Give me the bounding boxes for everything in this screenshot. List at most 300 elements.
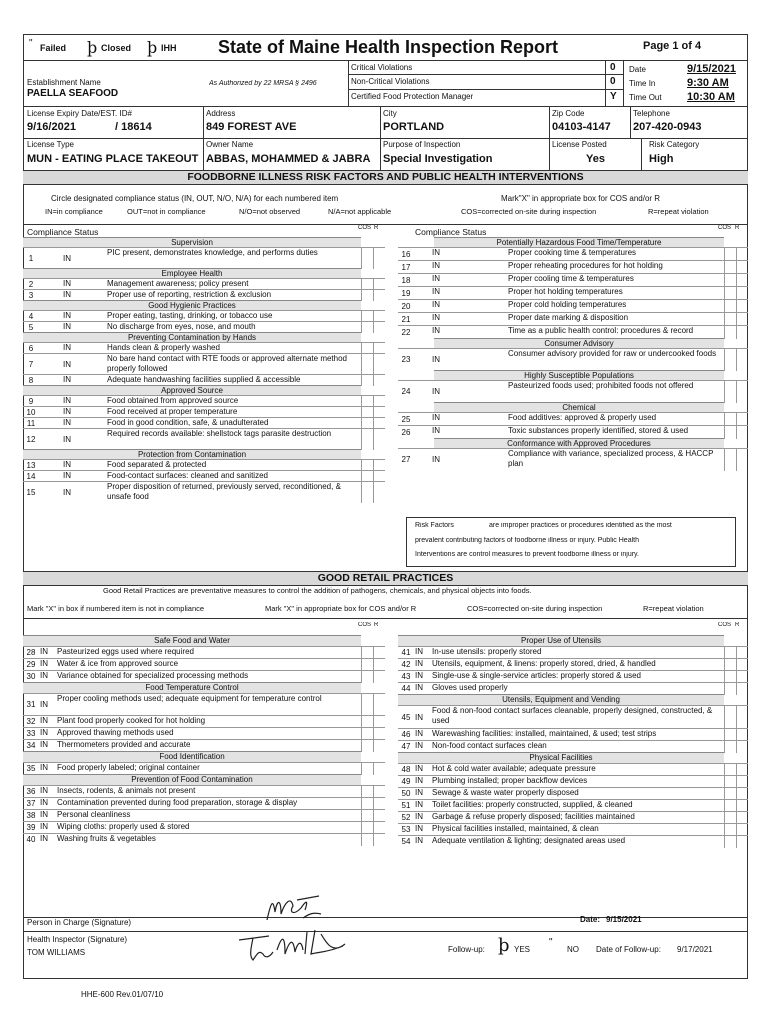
item-description: Consumer advisory provided for raw or undercooked foods: [508, 349, 717, 358]
repeat-checkbox[interactable]: [736, 683, 747, 695]
item-number: 11: [26, 418, 36, 428]
checklist-item: [23, 646, 385, 658]
repeat-checkbox[interactable]: [736, 426, 747, 439]
checklist-item: [398, 787, 748, 799]
followup-label: Follow-up:: [448, 945, 485, 954]
compliance-status[interactable]: IN: [63, 487, 71, 497]
license-expiry-value: 9/16/2021: [27, 121, 76, 133]
r-header-left: R: [374, 225, 379, 231]
compliance-status[interactable]: IN: [63, 322, 71, 331]
foodborne-section-title: FOODBORNE ILLNESS RISK FACTORS AND PUBLIC HEALTH INTERVENTIONS: [23, 170, 748, 185]
purpose-value: Special Investigation: [383, 153, 493, 165]
compliance-status[interactable]: IN: [415, 776, 423, 785]
repeat-checkbox[interactable]: [373, 763, 384, 775]
item-number: 12: [26, 434, 36, 444]
checklist-item: [398, 811, 748, 823]
repeat-checkbox[interactable]: [736, 381, 747, 403]
checklist-item: [398, 646, 748, 658]
item-number: 49: [401, 777, 411, 786]
closed-label: Closed: [101, 43, 132, 53]
item-number: 31: [26, 700, 36, 709]
item-number: 40: [26, 835, 36, 844]
repeat-checkbox[interactable]: [736, 836, 747, 848]
item-description: Hot & cold water available; adequate pressure: [432, 764, 596, 773]
item-number: 44: [401, 684, 411, 693]
checklist-item: [23, 785, 385, 797]
signature-date-label: Date:: [580, 915, 601, 924]
compliance-status[interactable]: IN: [40, 659, 48, 668]
item-description: Approved thawing methods used: [57, 728, 174, 737]
item-description: Hands clean & properly washed: [107, 343, 220, 352]
item-number: 35: [26, 764, 36, 773]
repeat-checkbox[interactable]: [373, 671, 384, 683]
compliance-status[interactable]: IN: [415, 659, 423, 668]
cos-checkbox[interactable]: [724, 706, 735, 729]
closed-checkbox-icon[interactable]: þ: [87, 38, 98, 57]
failed-mark: ": [29, 38, 33, 49]
checklist-item: [23, 247, 385, 268]
ihh-label: IHH: [161, 43, 177, 53]
category-heading: Proper Use of Utensils: [398, 635, 724, 646]
checklist-item: [23, 428, 385, 449]
compliance-status[interactable]: IN: [40, 810, 48, 819]
compliance-status[interactable]: IN: [40, 700, 48, 709]
compliance-status[interactable]: IN: [432, 248, 440, 257]
item-number: 3: [28, 290, 34, 300]
checklist-item: [398, 740, 748, 752]
compliance-status[interactable]: IN: [415, 836, 423, 845]
item-description: Variance obtained for specialized processing methods: [57, 671, 249, 680]
item-description: Contamination prevented during food preparation, storage & display: [57, 798, 298, 807]
item-number: 45: [401, 712, 411, 722]
item-number: 19: [401, 288, 411, 298]
legend-no: N/O=not observed: [239, 207, 301, 216]
checklist-item: [23, 395, 385, 406]
ihh-checkbox-icon[interactable]: þ: [147, 38, 158, 57]
compliance-status[interactable]: IN: [63, 311, 71, 320]
item-description: Gloves used properly: [432, 683, 508, 692]
compliance-status[interactable]: IN: [415, 712, 423, 722]
inspector-signature-label: Health Inspector (Signature): [27, 935, 128, 944]
repeat-checkbox[interactable]: [736, 741, 747, 753]
item-description: PIC present, demonstrates knowledge, and performs duties: [107, 248, 318, 257]
item-number: 46: [401, 730, 411, 739]
report-title: State of Maine Health Inspection Report: [218, 37, 559, 57]
item-number: 36: [26, 787, 36, 796]
checklist-item: [398, 380, 748, 402]
cos-checkbox[interactable]: [724, 449, 735, 471]
compliance-status[interactable]: IN: [432, 355, 440, 364]
item-number: 28: [26, 648, 36, 657]
retail-subtitle: Good Retail Practices are preventative measures to control the addition of pathogens, chemicals, and physical objects into foods.: [103, 586, 532, 595]
item-number: 52: [401, 813, 411, 822]
item-number: 2: [28, 279, 34, 289]
legend-na: N/A=not applicable: [328, 207, 392, 216]
cos-checkbox[interactable]: [361, 354, 372, 375]
category-heading: Potentially Hazardous Food Time/Temperature: [434, 237, 724, 247]
item-description: Thermometers provided and accurate: [57, 740, 191, 749]
item-description: Toxic substances properly identified, stored & used: [508, 426, 689, 435]
item-number: 39: [26, 823, 36, 832]
item-description: Pasteurized foods used; prohibited foods not offered: [508, 381, 694, 390]
item-number: 53: [401, 825, 411, 834]
item-description: Food received at proper temperature: [107, 407, 238, 416]
compliance-status[interactable]: IN: [415, 741, 423, 750]
compliance-status[interactable]: IN: [432, 300, 440, 309]
item-number: 7: [28, 359, 34, 369]
checklist-item: [398, 247, 748, 260]
cfpm-value: Y: [610, 91, 617, 102]
followup-date-label: Date of Follow-up:: [596, 945, 661, 954]
repeat-checkbox[interactable]: [373, 290, 384, 301]
time-in-label: Time In: [629, 79, 656, 88]
category-heading: Highly Susceptible Populations: [434, 370, 724, 380]
item-description: No discharge from eyes, nose, and mouth: [107, 322, 256, 331]
cos-checkbox[interactable]: [724, 426, 735, 439]
item-number: 24: [401, 387, 411, 396]
cos-checkbox[interactable]: [361, 375, 372, 386]
item-description: Compliance with variance, specialized process, & HACCP plan: [508, 449, 714, 468]
item-number: 21: [401, 314, 411, 324]
category-heading: Physical Facilities: [398, 752, 724, 763]
item-description: Proper use of reporting, restriction & exclusion: [107, 290, 272, 299]
cos-checkbox[interactable]: [361, 482, 372, 503]
cos-checkbox[interactable]: [361, 322, 372, 333]
followup-yes-label: YES: [514, 945, 531, 954]
compliance-status[interactable]: IN: [40, 786, 48, 795]
compliance-status[interactable]: IN: [63, 359, 71, 369]
compliance-status[interactable]: IN: [40, 728, 48, 737]
pic-signature-label: Person in Charge (Signature): [27, 918, 132, 927]
checklist-item: [23, 809, 385, 821]
checklist-item: [398, 348, 748, 370]
compliance-status[interactable]: IN: [432, 455, 440, 464]
item-number: 6: [28, 343, 34, 353]
category-heading: Chemical: [434, 402, 724, 412]
checklist-item: [398, 823, 748, 835]
checklist-item: [23, 481, 385, 502]
owner-value: ABBAS, MOHAMMED & JABRA: [206, 153, 371, 165]
compliance-status[interactable]: IN: [432, 261, 440, 270]
page-indicator: Page 1 of 4: [643, 40, 702, 52]
license-type-label: License Type: [27, 140, 74, 149]
retail-r-header-left: R: [374, 622, 379, 628]
failed-label: Failed: [40, 43, 67, 53]
category-heading: Preventing Contamination by Hands: [23, 332, 361, 342]
item-number: 8: [28, 375, 34, 385]
item-description: Food obtained from approved source: [107, 396, 239, 405]
inspector-name: TOM WILLIAMS: [27, 948, 86, 957]
item-description: Proper cooling methods used; adequate equipment for temperature control: [57, 694, 322, 703]
compliance-status[interactable]: IN: [63, 471, 71, 480]
noncritical-violations-value: 0: [610, 76, 616, 87]
compliance-status[interactable]: IN: [63, 279, 71, 288]
retail-r-header-right: R: [735, 622, 740, 628]
critical-violations-label: Critical Violations: [351, 63, 413, 72]
compliance-status[interactable]: IN: [40, 822, 48, 831]
compliance-status-right: Compliance Status: [415, 227, 487, 237]
checklist-item: [398, 799, 748, 811]
telephone-label: Telephone: [633, 109, 670, 118]
legend-out: OUT=not in compliance: [127, 207, 206, 216]
cos-checkbox[interactable]: [361, 429, 372, 450]
item-number: 54: [401, 837, 411, 846]
compliance-status[interactable]: IN: [415, 647, 423, 656]
followup-no-mark[interactable]: ": [549, 937, 553, 948]
item-description: Personal cleanliness: [57, 810, 131, 819]
compliance-status[interactable]: IN: [63, 343, 71, 352]
compliance-status[interactable]: IN: [40, 763, 48, 772]
cos-header-left: COS: [358, 225, 372, 231]
item-description: Non-food contact surfaces clean: [432, 741, 547, 750]
cos-checkbox[interactable]: [724, 741, 735, 753]
checklist-item: [23, 693, 385, 715]
category-heading: Safe Food and Water: [23, 635, 361, 646]
checklist-item: [23, 470, 385, 481]
compliance-status[interactable]: IN: [40, 834, 48, 843]
category-heading: Protection from Contamination: [23, 449, 361, 459]
item-description: Insects, rodents, & animals not present: [57, 786, 196, 795]
cos-checkbox[interactable]: [361, 694, 372, 716]
legend-in: IN=in compliance: [45, 207, 103, 216]
item-number: 42: [401, 660, 411, 669]
checklist-item: [23, 739, 385, 751]
compliance-status[interactable]: IN: [63, 375, 71, 384]
item-description: Proper cooking time & temperatures: [508, 248, 637, 257]
checklist-item: [398, 763, 748, 775]
repeat-checkbox[interactable]: [373, 248, 384, 269]
compliance-status[interactable]: IN: [415, 800, 423, 809]
item-description: Food properly labeled; original container: [57, 763, 200, 772]
checklist-item: [398, 286, 748, 299]
repeat-checkbox[interactable]: [736, 349, 747, 371]
compliance-status[interactable]: IN: [40, 716, 48, 725]
followup-no-label: NO: [567, 945, 579, 954]
purpose-label: Purpose of Inspection: [383, 140, 461, 149]
pic-signature-image: [263, 892, 333, 926]
item-description: Physical facilities installed, maintained, & clean: [432, 824, 599, 833]
compliance-status[interactable]: IN: [40, 671, 48, 680]
item-description: Proper reheating procedures for hot holding: [508, 261, 663, 270]
repeat-checkbox[interactable]: [373, 354, 384, 375]
item-number: 23: [401, 355, 411, 364]
repeat-checkbox[interactable]: [736, 326, 747, 339]
item-description: Adequate handwashing facilities supplied & accessible: [107, 375, 301, 384]
compliance-status[interactable]: IN: [432, 287, 440, 296]
checklist-item: [398, 299, 748, 312]
item-number: 51: [401, 801, 411, 810]
repeat-checkbox[interactable]: [373, 834, 384, 846]
item-description: In-use utensils: properly stored: [432, 647, 542, 656]
cos-checkbox[interactable]: [361, 834, 372, 846]
item-number: 20: [401, 301, 411, 311]
inspection-report-page: [23, 34, 748, 1004]
item-number: 1: [28, 253, 34, 263]
checklist-item: [23, 289, 385, 300]
followup-date-value: 9/17/2021: [677, 945, 713, 954]
repeat-checkbox[interactable]: [373, 740, 384, 752]
cos-checkbox[interactable]: [361, 763, 372, 775]
checklist-item: [23, 715, 385, 727]
category-heading: Food Identification: [23, 751, 361, 762]
signature-date-value: 9/15/2021: [606, 915, 642, 924]
license-type-value: MUN - EATING PLACE TAKEOUT: [27, 153, 199, 165]
date-label: Date: [629, 65, 646, 74]
risk-factors-note: [406, 517, 736, 567]
item-number: 29: [26, 660, 36, 669]
compliance-status[interactable]: IN: [63, 460, 71, 469]
item-description: Proper disposition of returned, previously served, reconditioned, & unsafe food: [107, 482, 341, 501]
item-number: 30: [26, 672, 36, 681]
cos-checkbox[interactable]: [724, 836, 735, 848]
checklist-item: [398, 835, 748, 847]
compliance-status[interactable]: IN: [63, 396, 71, 405]
item-number: 18: [401, 275, 411, 285]
compliance-status[interactable]: IN: [415, 671, 423, 680]
item-number: 17: [401, 262, 411, 272]
foodborne-instruction-left: Circle designated compliance status (IN, OUT, N/O, N/A) for each numbered item: [51, 194, 339, 203]
compliance-status[interactable]: IN: [432, 387, 440, 396]
compliance-status[interactable]: IN: [40, 647, 48, 656]
repeat-checkbox[interactable]: [736, 449, 747, 471]
telephone-value: 207-420-0943: [633, 121, 702, 133]
item-number: 50: [401, 789, 411, 798]
repeat-checkbox[interactable]: [736, 706, 747, 729]
zip-value: 04103-4147: [552, 121, 611, 133]
authority-note: As Authorized by 22 MRSA § 2496: [209, 80, 317, 87]
item-description: Garbage & refuse properly disposed; facilities maintained: [432, 812, 635, 821]
noncritical-violations-label: Non-Critical Violations: [351, 77, 430, 86]
compliance-status[interactable]: IN: [63, 253, 71, 263]
compliance-status[interactable]: IN: [432, 426, 440, 435]
item-description: Plumbing installed; proper backflow devices: [432, 776, 588, 785]
cos-checkbox[interactable]: [361, 671, 372, 683]
item-number: 27: [401, 455, 411, 464]
repeat-checkbox[interactable]: [373, 322, 384, 333]
item-number: 15: [26, 487, 36, 497]
address-value: 849 FOREST AVE: [206, 121, 297, 133]
risk-note-line-3: Interventions are control measures to prevent foodborne illness or injury.: [415, 551, 639, 558]
r-header-right: R: [735, 225, 740, 231]
category-heading: Good Hygienic Practices: [23, 300, 361, 310]
risk-category-label: Risk Category: [649, 140, 700, 149]
compliance-status[interactable]: IN: [415, 812, 423, 821]
retail-instruction-right: Mark "X" in appropriate box for COS and/or R: [265, 604, 417, 613]
item-description: Wiping cloths: properly used & stored: [57, 822, 190, 831]
establishment-name-label: Establishment Name: [27, 78, 101, 87]
checklist-item: [398, 705, 748, 728]
cos-checkbox[interactable]: [724, 381, 735, 403]
compliance-status[interactable]: IN: [415, 683, 423, 692]
compliance-status[interactable]: IN: [63, 418, 71, 427]
foodborne-instruction-right: Mark"X" in appropriate box for COS and/or R: [501, 194, 661, 203]
item-description: Food-contact surfaces: cleaned and sanitized: [107, 471, 268, 480]
item-number: 25: [401, 414, 411, 424]
cos-checkbox[interactable]: [361, 290, 372, 301]
cfpm-label: Certified Food Protection Manager: [351, 92, 474, 101]
compliance-status[interactable]: IN: [415, 824, 423, 833]
category-heading: Consumer Advisory: [434, 338, 724, 348]
compliance-status[interactable]: IN: [63, 407, 71, 416]
cos-checkbox[interactable]: [724, 683, 735, 695]
item-number: 22: [401, 327, 411, 337]
repeat-checkbox[interactable]: [373, 375, 384, 386]
cos-header-right: COS: [718, 225, 732, 231]
followup-yes-checkbox-icon[interactable]: þ: [498, 935, 510, 956]
repeat-checkbox[interactable]: [373, 482, 384, 503]
checklist-item: [398, 260, 748, 273]
establishment-name-value: PAELLA SEAFOOD: [27, 88, 119, 99]
cos-checkbox[interactable]: [724, 349, 735, 371]
category-heading: Conformance with Approved Procedures: [434, 438, 724, 448]
item-description: Washing fruits & vegetables: [57, 834, 156, 843]
checklist-item: [23, 762, 385, 774]
cos-checkbox[interactable]: [361, 248, 372, 269]
item-description: Food separated & protected: [107, 460, 207, 469]
repeat-checkbox[interactable]: [373, 429, 384, 450]
compliance-status[interactable]: IN: [63, 434, 71, 444]
checklist-item: [23, 670, 385, 682]
item-description: Proper eating, tasting, drinking, or tobacco use: [107, 311, 273, 320]
compliance-status[interactable]: IN: [432, 413, 440, 422]
retail-section-title: GOOD RETAIL PRACTICES: [23, 571, 748, 586]
cos-checkbox[interactable]: [724, 326, 735, 339]
compliance-status[interactable]: IN: [432, 313, 440, 322]
compliance-status[interactable]: IN: [40, 740, 48, 749]
compliance-status[interactable]: IN: [415, 788, 423, 797]
repeat-checkbox[interactable]: [373, 694, 384, 716]
compliance-status-left: Compliance Status: [27, 227, 99, 237]
item-number: 13: [26, 460, 36, 470]
item-number: 43: [401, 672, 411, 681]
compliance-status[interactable]: IN: [40, 798, 48, 807]
checklist-item: [398, 412, 748, 425]
compliance-status[interactable]: IN: [415, 764, 423, 773]
address-label: Address: [206, 109, 236, 118]
risk-category-value: High: [649, 153, 674, 165]
checklist-item: [398, 425, 748, 438]
date-value: 9/15/2021: [687, 63, 736, 75]
checklist-item: [23, 406, 385, 417]
compliance-status[interactable]: IN: [432, 274, 440, 283]
compliance-status[interactable]: IN: [415, 729, 423, 738]
item-description: Food additives: approved & properly used: [508, 413, 657, 422]
license-posted-label: License Posted: [552, 140, 607, 149]
checklist-item: [23, 797, 385, 809]
checklist-item: [23, 321, 385, 332]
checklist-item: [23, 417, 385, 428]
item-description: Water & ice from approved source: [57, 659, 179, 668]
item-description: Toilet facilities: properly constructed, supplied, & cleaned: [432, 800, 633, 809]
risk-note-line-2: prevalent contributing factors of foodborne illness or injury. Public Health: [415, 537, 639, 544]
item-description: Single-use & single-service articles: properly stored & used: [432, 671, 641, 680]
inspector-signature-image: [233, 924, 353, 968]
checklist-item: [23, 353, 385, 374]
compliance-status[interactable]: IN: [63, 290, 71, 299]
item-number: 48: [401, 765, 411, 774]
retail-cos-header-right: COS: [718, 622, 732, 628]
compliance-status[interactable]: IN: [432, 326, 440, 335]
critical-violations-value: 0: [610, 62, 616, 73]
license-posted-value: Yes: [586, 153, 605, 165]
item-number: 37: [26, 799, 36, 808]
item-number: 26: [401, 427, 411, 437]
legend-cos: COS=corrected on-site during inspection: [461, 207, 597, 216]
item-number: 14: [26, 471, 36, 481]
item-description: Food in good condition, safe, & unadulterated: [107, 418, 269, 427]
cos-checkbox[interactable]: [361, 740, 372, 752]
license-expiry-label: License Expiry Date/EST. ID#: [27, 109, 132, 118]
